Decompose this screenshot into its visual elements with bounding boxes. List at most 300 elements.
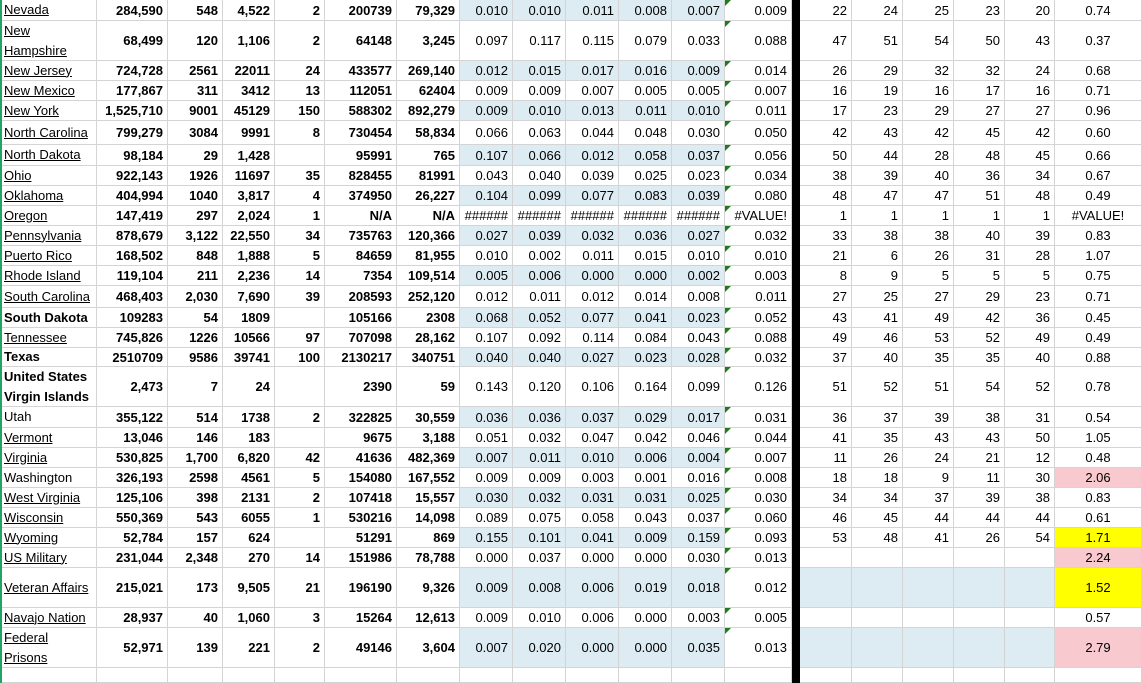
rate-cell[interactable] [460,668,513,683]
rank-cell[interactable]: 16 [800,81,852,101]
rate-cell[interactable]: 0.032 [513,488,566,508]
average-rate-cell[interactable]: 0.007 [725,448,792,468]
rank-cell[interactable]: 16 [903,81,954,101]
ratio-cell[interactable]: 0.48 [1055,448,1142,468]
value-e-cell[interactable]: 2390 [325,367,397,407]
rate-cell[interactable]: 0.040 [460,348,513,367]
total-cases-cell[interactable]: 28,937 [97,608,168,628]
rank-cell[interactable]: 1 [852,206,903,226]
value-c-cell[interactable]: 270 [223,548,275,568]
total-cases-cell[interactable]: 550,369 [97,508,168,528]
rate-cell[interactable]: 0.019 [619,568,672,608]
value-d-cell[interactable]: 14 [275,548,325,568]
state-name-cell[interactable]: West Virginia [0,488,97,508]
rate-cell[interactable]: 0.007 [672,0,725,21]
rank-cell[interactable]: 5 [954,266,1005,286]
average-rate-cell[interactable]: 0.080 [725,186,792,206]
value-c-cell[interactable]: 2,024 [223,206,275,226]
rate-cell[interactable]: 0.008 [619,0,672,21]
rate-cell[interactable]: 0.008 [513,568,566,608]
value-b-cell[interactable]: 9586 [168,348,223,367]
rate-cell[interactable]: 0.000 [566,628,619,668]
rank-cell[interactable]: 41 [800,428,852,448]
rate-cell[interactable]: 0.058 [566,508,619,528]
value-b-cell[interactable]: 40 [168,608,223,628]
rank-cell[interactable]: 39 [1005,226,1055,246]
total-cases-cell[interactable]: 878,679 [97,226,168,246]
rank-cell[interactable]: 20 [1005,0,1055,21]
rank-cell[interactable]: 44 [852,145,903,166]
state-name-cell[interactable]: Ohio [0,166,97,186]
value-f-cell[interactable]: 58,834 [397,121,460,145]
rate-cell[interactable]: 0.014 [619,286,672,308]
rank-cell[interactable]: 49 [1005,328,1055,348]
total-cases-cell[interactable]: 355,122 [97,407,168,428]
rank-cell[interactable]: 17 [954,81,1005,101]
value-d-cell[interactable]: 2 [275,488,325,508]
rank-cell[interactable]: 45 [852,508,903,528]
total-cases-cell[interactable]: 13,046 [97,428,168,448]
rank-cell[interactable] [852,668,903,683]
rate-cell[interactable]: 0.011 [566,246,619,266]
value-d-cell[interactable]: 2 [275,0,325,21]
average-rate-cell[interactable]: 0.010 [725,246,792,266]
ratio-cell[interactable]: 0.71 [1055,286,1142,308]
value-e-cell[interactable]: 374950 [325,186,397,206]
rank-cell[interactable]: 38 [903,226,954,246]
rate-cell[interactable]: 0.006 [619,448,672,468]
state-name-cell[interactable] [0,668,97,683]
rate-cell[interactable]: 0.104 [460,186,513,206]
rate-cell[interactable]: 0.000 [619,266,672,286]
rate-cell[interactable]: 0.027 [566,348,619,367]
average-rate-cell[interactable]: 0.031 [725,407,792,428]
total-cases-cell[interactable]: 404,994 [97,186,168,206]
rate-cell[interactable]: 0.001 [619,468,672,488]
rate-cell[interactable]: 0.051 [460,428,513,448]
value-b-cell[interactable]: 1040 [168,186,223,206]
rate-cell[interactable]: 0.009 [460,81,513,101]
rate-cell[interactable]: 0.117 [513,21,566,61]
total-cases-cell[interactable]: 2510709 [97,348,168,367]
rank-cell[interactable]: 18 [852,468,903,488]
rank-cell[interactable] [903,668,954,683]
rate-cell[interactable]: 0.037 [566,407,619,428]
value-b-cell[interactable]: 1226 [168,328,223,348]
rank-cell[interactable]: 25 [852,286,903,308]
rate-cell[interactable]: 0.040 [513,348,566,367]
total-cases-cell[interactable]: 724,728 [97,61,168,81]
average-rate-cell[interactable]: 0.052 [725,308,792,328]
state-name-cell[interactable]: US Military [0,548,97,568]
ratio-cell[interactable]: 0.68 [1055,61,1142,81]
rank-cell[interactable]: 38 [852,226,903,246]
rank-cell[interactable]: 43 [800,308,852,328]
rate-cell[interactable]: 0.058 [619,145,672,166]
rank-cell[interactable]: 36 [954,166,1005,186]
total-cases-cell[interactable]: 109283 [97,308,168,328]
rate-cell[interactable]: 0.005 [672,81,725,101]
rank-cell[interactable]: 11 [800,448,852,468]
rank-cell[interactable]: 54 [954,367,1005,407]
rate-cell[interactable]: 0.023 [672,308,725,328]
value-c-cell[interactable]: 6,820 [223,448,275,468]
rank-cell[interactable] [903,568,954,608]
rank-cell[interactable]: 29 [852,61,903,81]
value-c-cell[interactable]: 4561 [223,468,275,488]
rate-cell[interactable]: 0.047 [566,428,619,448]
rank-cell[interactable]: 24 [1005,61,1055,81]
total-cases-cell[interactable]: 98,184 [97,145,168,166]
rate-cell[interactable]: 0.016 [672,468,725,488]
rank-cell[interactable]: 27 [954,101,1005,121]
rate-cell[interactable]: 0.010 [672,246,725,266]
rate-cell[interactable]: 0.030 [460,488,513,508]
average-rate-cell[interactable]: 0.030 [725,488,792,508]
rank-cell[interactable]: 1 [954,206,1005,226]
rate-cell[interactable]: 0.052 [513,308,566,328]
state-name-cell[interactable]: Utah [0,407,97,428]
state-name-cell[interactable]: Puerto Rico [0,246,97,266]
value-e-cell[interactable]: 9675 [325,428,397,448]
rate-cell[interactable]: 0.066 [513,145,566,166]
rate-cell[interactable]: 0.035 [672,628,725,668]
value-d-cell[interactable]: 150 [275,101,325,121]
value-e-cell[interactable]: 49146 [325,628,397,668]
rank-cell[interactable]: 42 [800,121,852,145]
rank-cell[interactable] [954,628,1005,668]
rate-cell[interactable]: 0.006 [566,608,619,628]
rate-cell[interactable]: 0.043 [672,328,725,348]
ratio-cell[interactable]: 0.83 [1055,488,1142,508]
rank-cell[interactable]: 46 [800,508,852,528]
average-rate-cell[interactable]: 0.011 [725,101,792,121]
rate-cell[interactable]: 0.068 [460,308,513,328]
rate-cell[interactable] [513,668,566,683]
rate-cell[interactable]: 0.032 [513,428,566,448]
state-name-cell[interactable]: Texas [0,348,97,367]
value-d-cell[interactable]: 13 [275,81,325,101]
rate-cell[interactable]: 0.036 [513,407,566,428]
value-c-cell[interactable]: 22011 [223,61,275,81]
value-e-cell[interactable]: 730454 [325,121,397,145]
rate-cell[interactable]: 0.099 [672,367,725,407]
rate-cell[interactable]: 0.012 [460,61,513,81]
value-d-cell[interactable] [275,308,325,328]
rate-cell[interactable]: 0.037 [672,145,725,166]
state-name-cell[interactable]: Oklahoma [0,186,97,206]
ratio-cell[interactable]: 0.88 [1055,348,1142,367]
total-cases-cell[interactable]: 2,473 [97,367,168,407]
rate-cell[interactable]: 0.005 [619,81,672,101]
rank-cell[interactable]: 53 [800,528,852,548]
rate-cell[interactable]: 0.023 [619,348,672,367]
rank-cell[interactable]: 54 [903,21,954,61]
ratio-cell[interactable]: 0.66 [1055,145,1142,166]
rank-cell[interactable]: 51 [800,367,852,407]
average-rate-cell[interactable] [725,668,792,683]
rate-cell[interactable]: 0.031 [566,488,619,508]
rate-cell[interactable]: 0.010 [513,608,566,628]
rate-cell[interactable]: ###### [513,206,566,226]
rank-cell[interactable]: 42 [954,308,1005,328]
rank-cell[interactable]: 27 [1005,101,1055,121]
rank-cell[interactable]: 41 [903,528,954,548]
value-f-cell[interactable]: 62404 [397,81,460,101]
rate-cell[interactable]: 0.010 [513,0,566,21]
rank-cell[interactable] [800,668,852,683]
rate-cell[interactable] [672,668,725,683]
rank-cell[interactable]: 47 [800,21,852,61]
rate-cell[interactable]: 0.143 [460,367,513,407]
total-cases-cell[interactable]: 119,104 [97,266,168,286]
rank-cell[interactable]: 38 [800,166,852,186]
total-cases-cell[interactable]: 68,499 [97,21,168,61]
value-e-cell[interactable]: 828455 [325,166,397,186]
rank-cell[interactable] [852,628,903,668]
value-b-cell[interactable]: 139 [168,628,223,668]
rank-cell[interactable]: 26 [954,528,1005,548]
rank-cell[interactable]: 16 [1005,81,1055,101]
rate-cell[interactable]: 0.155 [460,528,513,548]
rank-cell[interactable] [800,548,852,568]
rate-cell[interactable]: 0.023 [672,166,725,186]
total-cases-cell[interactable]: 177,867 [97,81,168,101]
rate-cell[interactable]: 0.009 [513,468,566,488]
value-b-cell[interactable]: 173 [168,568,223,608]
value-d-cell[interactable]: 2 [275,21,325,61]
rate-cell[interactable]: 0.000 [619,548,672,568]
rank-cell[interactable]: 51 [903,367,954,407]
rank-cell[interactable]: 47 [852,186,903,206]
value-b-cell[interactable]: 398 [168,488,223,508]
value-b-cell[interactable]: 1926 [168,166,223,186]
rank-cell[interactable] [954,668,1005,683]
rate-cell[interactable]: 0.009 [460,101,513,121]
value-b-cell[interactable]: 1,700 [168,448,223,468]
rank-cell[interactable]: 18 [800,468,852,488]
rate-cell[interactable]: 0.007 [460,628,513,668]
rate-cell[interactable]: 0.028 [672,348,725,367]
state-name-cell[interactable]: Rhode Island [0,266,97,286]
rate-cell[interactable]: 0.011 [513,448,566,468]
ratio-cell[interactable]: 0.57 [1055,608,1142,628]
total-cases-cell[interactable]: 147,419 [97,206,168,226]
value-b-cell[interactable] [168,668,223,683]
rank-cell[interactable] [954,548,1005,568]
rate-cell[interactable]: 0.013 [566,101,619,121]
rate-cell[interactable]: 0.015 [619,246,672,266]
average-rate-cell[interactable]: 0.088 [725,21,792,61]
rate-cell[interactable]: 0.077 [566,308,619,328]
rank-cell[interactable] [1005,608,1055,628]
rank-cell[interactable] [1005,568,1055,608]
rate-cell[interactable]: 0.041 [619,308,672,328]
rate-cell[interactable]: 0.009 [460,568,513,608]
value-d-cell[interactable] [275,428,325,448]
value-c-cell[interactable] [223,668,275,683]
rank-cell[interactable]: 51 [954,186,1005,206]
total-cases-cell[interactable]: 799,279 [97,121,168,145]
ratio-cell[interactable]: 0.78 [1055,367,1142,407]
rank-cell[interactable]: 44 [903,508,954,528]
rate-cell[interactable]: 0.009 [460,608,513,628]
value-c-cell[interactable]: 45129 [223,101,275,121]
rate-cell[interactable] [619,668,672,683]
state-name-cell[interactable]: United States Virgin Islands [0,367,97,407]
rank-cell[interactable]: 31 [1005,407,1055,428]
rank-cell[interactable]: 39 [954,488,1005,508]
average-rate-cell[interactable]: 0.126 [725,367,792,407]
ratio-cell[interactable]: 0.54 [1055,407,1142,428]
rank-cell[interactable]: 43 [954,428,1005,448]
rank-cell[interactable]: 44 [1005,508,1055,528]
rate-cell[interactable]: 0.015 [513,61,566,81]
rank-cell[interactable]: 36 [1005,308,1055,328]
value-b-cell[interactable]: 2,348 [168,548,223,568]
ratio-cell[interactable]: 0.67 [1055,166,1142,186]
rate-cell[interactable]: 0.164 [619,367,672,407]
total-cases-cell[interactable]: 231,044 [97,548,168,568]
value-c-cell[interactable]: 11697 [223,166,275,186]
rate-cell[interactable]: 0.002 [513,246,566,266]
value-c-cell[interactable]: 1,060 [223,608,275,628]
value-d-cell[interactable]: 8 [275,121,325,145]
value-e-cell[interactable]: 112051 [325,81,397,101]
rank-cell[interactable]: 34 [800,488,852,508]
value-e-cell[interactable]: 707098 [325,328,397,348]
rate-cell[interactable]: 0.000 [460,548,513,568]
value-e-cell[interactable]: 322825 [325,407,397,428]
rank-cell[interactable] [903,548,954,568]
rate-cell[interactable]: 0.079 [619,21,672,61]
rank-cell[interactable]: 37 [903,488,954,508]
average-rate-cell[interactable]: 0.008 [725,468,792,488]
value-e-cell[interactable]: 200739 [325,0,397,21]
value-f-cell[interactable]: 340751 [397,348,460,367]
rank-cell[interactable]: 22 [800,0,852,21]
ratio-cell[interactable]: 1.71 [1055,528,1142,548]
state-name-cell[interactable]: Tennessee [0,328,97,348]
value-e-cell[interactable]: 530216 [325,508,397,528]
total-cases-cell[interactable]: 530,825 [97,448,168,468]
rank-cell[interactable] [800,608,852,628]
value-c-cell[interactable]: 183 [223,428,275,448]
rate-cell[interactable]: ###### [460,206,513,226]
rank-cell[interactable]: 39 [903,407,954,428]
rank-cell[interactable] [800,568,852,608]
value-c-cell[interactable]: 2,236 [223,266,275,286]
rate-cell[interactable]: 0.012 [566,286,619,308]
rate-cell[interactable]: 0.107 [460,145,513,166]
total-cases-cell[interactable]: 326,193 [97,468,168,488]
state-name-cell[interactable]: Virginia [0,448,97,468]
rank-cell[interactable]: 42 [1005,121,1055,145]
value-d-cell[interactable]: 2 [275,628,325,668]
rate-cell[interactable]: ###### [619,206,672,226]
value-f-cell[interactable]: 252,120 [397,286,460,308]
rate-cell[interactable]: 0.029 [619,407,672,428]
rank-cell[interactable]: 28 [1005,246,1055,266]
rank-cell[interactable]: 26 [903,246,954,266]
value-b-cell[interactable]: 311 [168,81,223,101]
value-b-cell[interactable]: 54 [168,308,223,328]
ratio-cell[interactable]: 0.37 [1055,21,1142,61]
value-d-cell[interactable]: 42 [275,448,325,468]
value-c-cell[interactable]: 2131 [223,488,275,508]
ratio-cell[interactable]: 0.71 [1055,81,1142,101]
value-d-cell[interactable]: 14 [275,266,325,286]
value-b-cell[interactable]: 3,122 [168,226,223,246]
average-rate-cell[interactable]: 0.088 [725,328,792,348]
average-rate-cell[interactable]: 0.014 [725,61,792,81]
ratio-cell[interactable]: 0.49 [1055,186,1142,206]
rank-cell[interactable] [852,548,903,568]
rate-cell[interactable]: 0.010 [566,448,619,468]
ratio-cell[interactable]: 0.83 [1055,226,1142,246]
value-d-cell[interactable]: 4 [275,186,325,206]
rate-cell[interactable]: 0.025 [619,166,672,186]
rate-cell[interactable]: 0.016 [619,61,672,81]
value-f-cell[interactable]: 3,245 [397,21,460,61]
ratio-cell[interactable]: 1.07 [1055,246,1142,266]
value-b-cell[interactable]: 29 [168,145,223,166]
value-f-cell[interactable]: 167,552 [397,468,460,488]
value-e-cell[interactable]: 41636 [325,448,397,468]
total-cases-cell[interactable]: 125,106 [97,488,168,508]
rate-cell[interactable]: 0.066 [460,121,513,145]
value-f-cell[interactable]: 9,326 [397,568,460,608]
value-e-cell[interactable]: 588302 [325,101,397,121]
rank-cell[interactable]: 34 [852,488,903,508]
rank-cell[interactable]: 29 [903,101,954,121]
rank-cell[interactable]: 9 [852,266,903,286]
value-d-cell[interactable]: 21 [275,568,325,608]
average-rate-cell[interactable]: #VALUE! [725,206,792,226]
rank-cell[interactable]: 45 [954,121,1005,145]
rate-cell[interactable]: 0.010 [460,246,513,266]
rate-cell[interactable]: 0.018 [672,568,725,608]
value-f-cell[interactable]: 2308 [397,308,460,328]
value-f-cell[interactable]: 59 [397,367,460,407]
rank-cell[interactable]: 19 [852,81,903,101]
rate-cell[interactable]: 0.077 [566,186,619,206]
value-b-cell[interactable]: 2,030 [168,286,223,308]
average-rate-cell[interactable]: 0.060 [725,508,792,528]
rate-cell[interactable]: 0.009 [672,61,725,81]
rank-cell[interactable] [903,628,954,668]
value-c-cell[interactable]: 39741 [223,348,275,367]
rate-cell[interactable]: 0.084 [619,328,672,348]
rate-cell[interactable]: 0.039 [513,226,566,246]
average-rate-cell[interactable]: 0.056 [725,145,792,166]
rank-cell[interactable]: 45 [1005,145,1055,166]
rank-cell[interactable]: 44 [954,508,1005,528]
rank-cell[interactable]: 41 [852,308,903,328]
rate-cell[interactable]: 0.012 [460,286,513,308]
rate-cell[interactable]: 0.041 [566,528,619,548]
value-f-cell[interactable]: 26,227 [397,186,460,206]
value-c-cell[interactable]: 6055 [223,508,275,528]
rank-cell[interactable]: 48 [1005,186,1055,206]
value-b-cell[interactable]: 297 [168,206,223,226]
value-c-cell[interactable]: 1738 [223,407,275,428]
value-f-cell[interactable]: 269,140 [397,61,460,81]
rate-cell[interactable]: 0.037 [513,548,566,568]
state-name-cell[interactable]: South Dakota [0,308,97,328]
rank-cell[interactable]: 1 [903,206,954,226]
rank-cell[interactable]: 11 [954,468,1005,488]
